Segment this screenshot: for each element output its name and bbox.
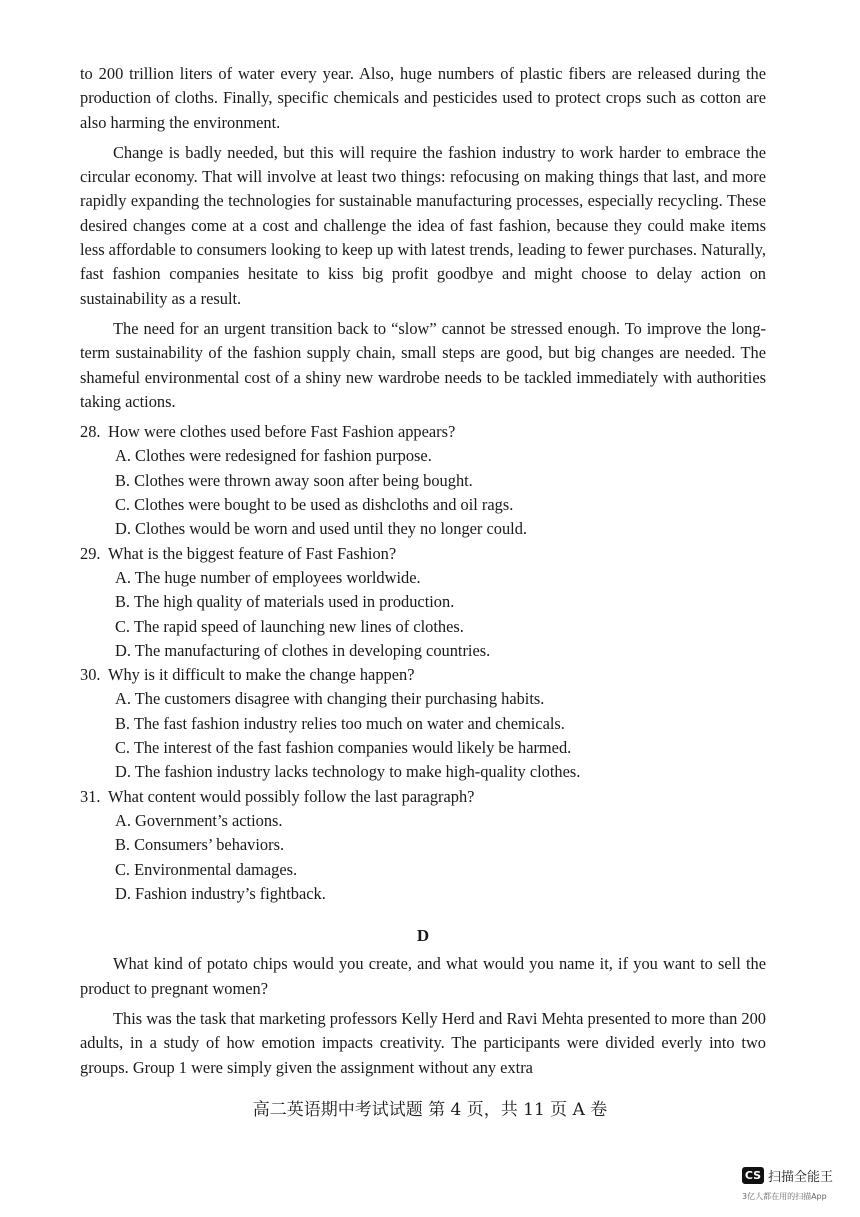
question-stem: How were clothes used before Fast Fashion appears? <box>108 422 456 442</box>
scanner-tagline: 3亿人都在用的扫描App <box>742 1192 827 1201</box>
passage-paragraph: The need for an urgent transition back to “slow” cannot be stressed enough. To improve the long-term sustainability of the fashion supply chain, small steps are good, but big changes are needed. The shameful environmental cost of a shiny new wardrobe needs to be tackled immediately with authorities taking actions. <box>80 318 766 411</box>
option-c: C. Environmental damages. <box>115 859 298 879</box>
passage-paragraph: This was the task that marketing professors Kelly Herd and Ravi Mehta presented to more than 200 adults, in a study of how emotion impacts creativity. The participants were divided everly into two groups. Group 1 were simply given the assignment without any extra <box>80 1008 766 1077</box>
option-d: D. Clothes would be worn and used until they no longer could. <box>115 519 527 539</box>
option-a: A. The huge number of employees worldwide. <box>115 567 421 587</box>
option-a: A. Government’s actions. <box>115 810 283 830</box>
option-b: B. Consumers’ behaviors. <box>115 835 285 855</box>
option-d: D. Fashion industry’s fightback. <box>115 883 326 903</box>
scanner-watermark <box>742 1166 833 1185</box>
option-b: B. The fast fashion industry relies too much on water and chemicals. <box>115 713 565 733</box>
option-b: B. The high quality of materials used in production. <box>115 592 455 612</box>
option-d: D. The fashion industry lacks technology to make high-quality clothes. <box>115 762 581 782</box>
question-number: 30. <box>80 665 101 685</box>
question-28 <box>80 420 766 541</box>
question-number: 31. <box>80 786 101 806</box>
section-heading: D <box>416 926 430 946</box>
passage-paragraph: What kind of potato chips would you create, and what would you name it, if you want to sell the product to pregnant women? <box>80 954 766 998</box>
page-content <box>80 62 766 1086</box>
option-a: A. The customers disagree with changing their purchasing habits. <box>115 689 545 709</box>
option-c: C. The interest of the fast fashion companies would likely be harmed. <box>115 738 572 758</box>
passage-paragraph: to 200 trillion liters of water every year. Also, huge numbers of plastic fibers are released during the production of cloths. Finally, specific chemicals and pesticides used to protect crops such as cotton are also harming the environment. <box>80 64 766 132</box>
question-stem: What is the biggest feature of Fast Fashion? <box>108 543 397 563</box>
question-30 <box>80 663 766 784</box>
option-a: A. Clothes were redesigned for fashion purpose. <box>115 446 432 466</box>
question-number: 29. <box>80 543 101 563</box>
question-number: 28. <box>80 422 101 442</box>
question-stem: What content would possibly follow the last paragraph? <box>108 786 475 806</box>
question-29 <box>80 542 766 663</box>
camscanner-logo-icon: CS <box>742 1167 764 1184</box>
option-d: D. The manufacturing of clothes in developing countries. <box>115 640 491 660</box>
option-c: C. Clothes were bought to be used as dishcloths and oil rags. <box>115 495 514 515</box>
option-b: B. Clothes were thrown away soon after being bought. <box>115 470 473 490</box>
page-footer: 高二英语期中考试试题 第 4 页，共 11 页 A 卷 <box>252 1100 608 1120</box>
question-31 <box>80 785 766 906</box>
option-c: C. The rapid speed of launching new lines of clothes. <box>115 616 464 636</box>
scanner-app-name: 扫描全能王 <box>768 1170 834 1185</box>
passage-paragraph: Change is badly needed, but this will require the fashion industry to work harder to embrace the circular economy. That will involve at least two things: refocusing on making things that last, and more rapidly expanding the technologies for sustainable manufacturing processes, especially recycling. These desired changes come at a cost and challenge the idea of fast fashion, because they could make items less affordable to consumers looking to keep up with latest trends, leading to fewer purchases. Naturally, fast fashion companies hesitate to kiss big profit goodbye and might choose to delay action on sustainability as a result. <box>80 142 766 308</box>
question-stem: Why is it difficult to make the change happen? <box>108 665 415 685</box>
